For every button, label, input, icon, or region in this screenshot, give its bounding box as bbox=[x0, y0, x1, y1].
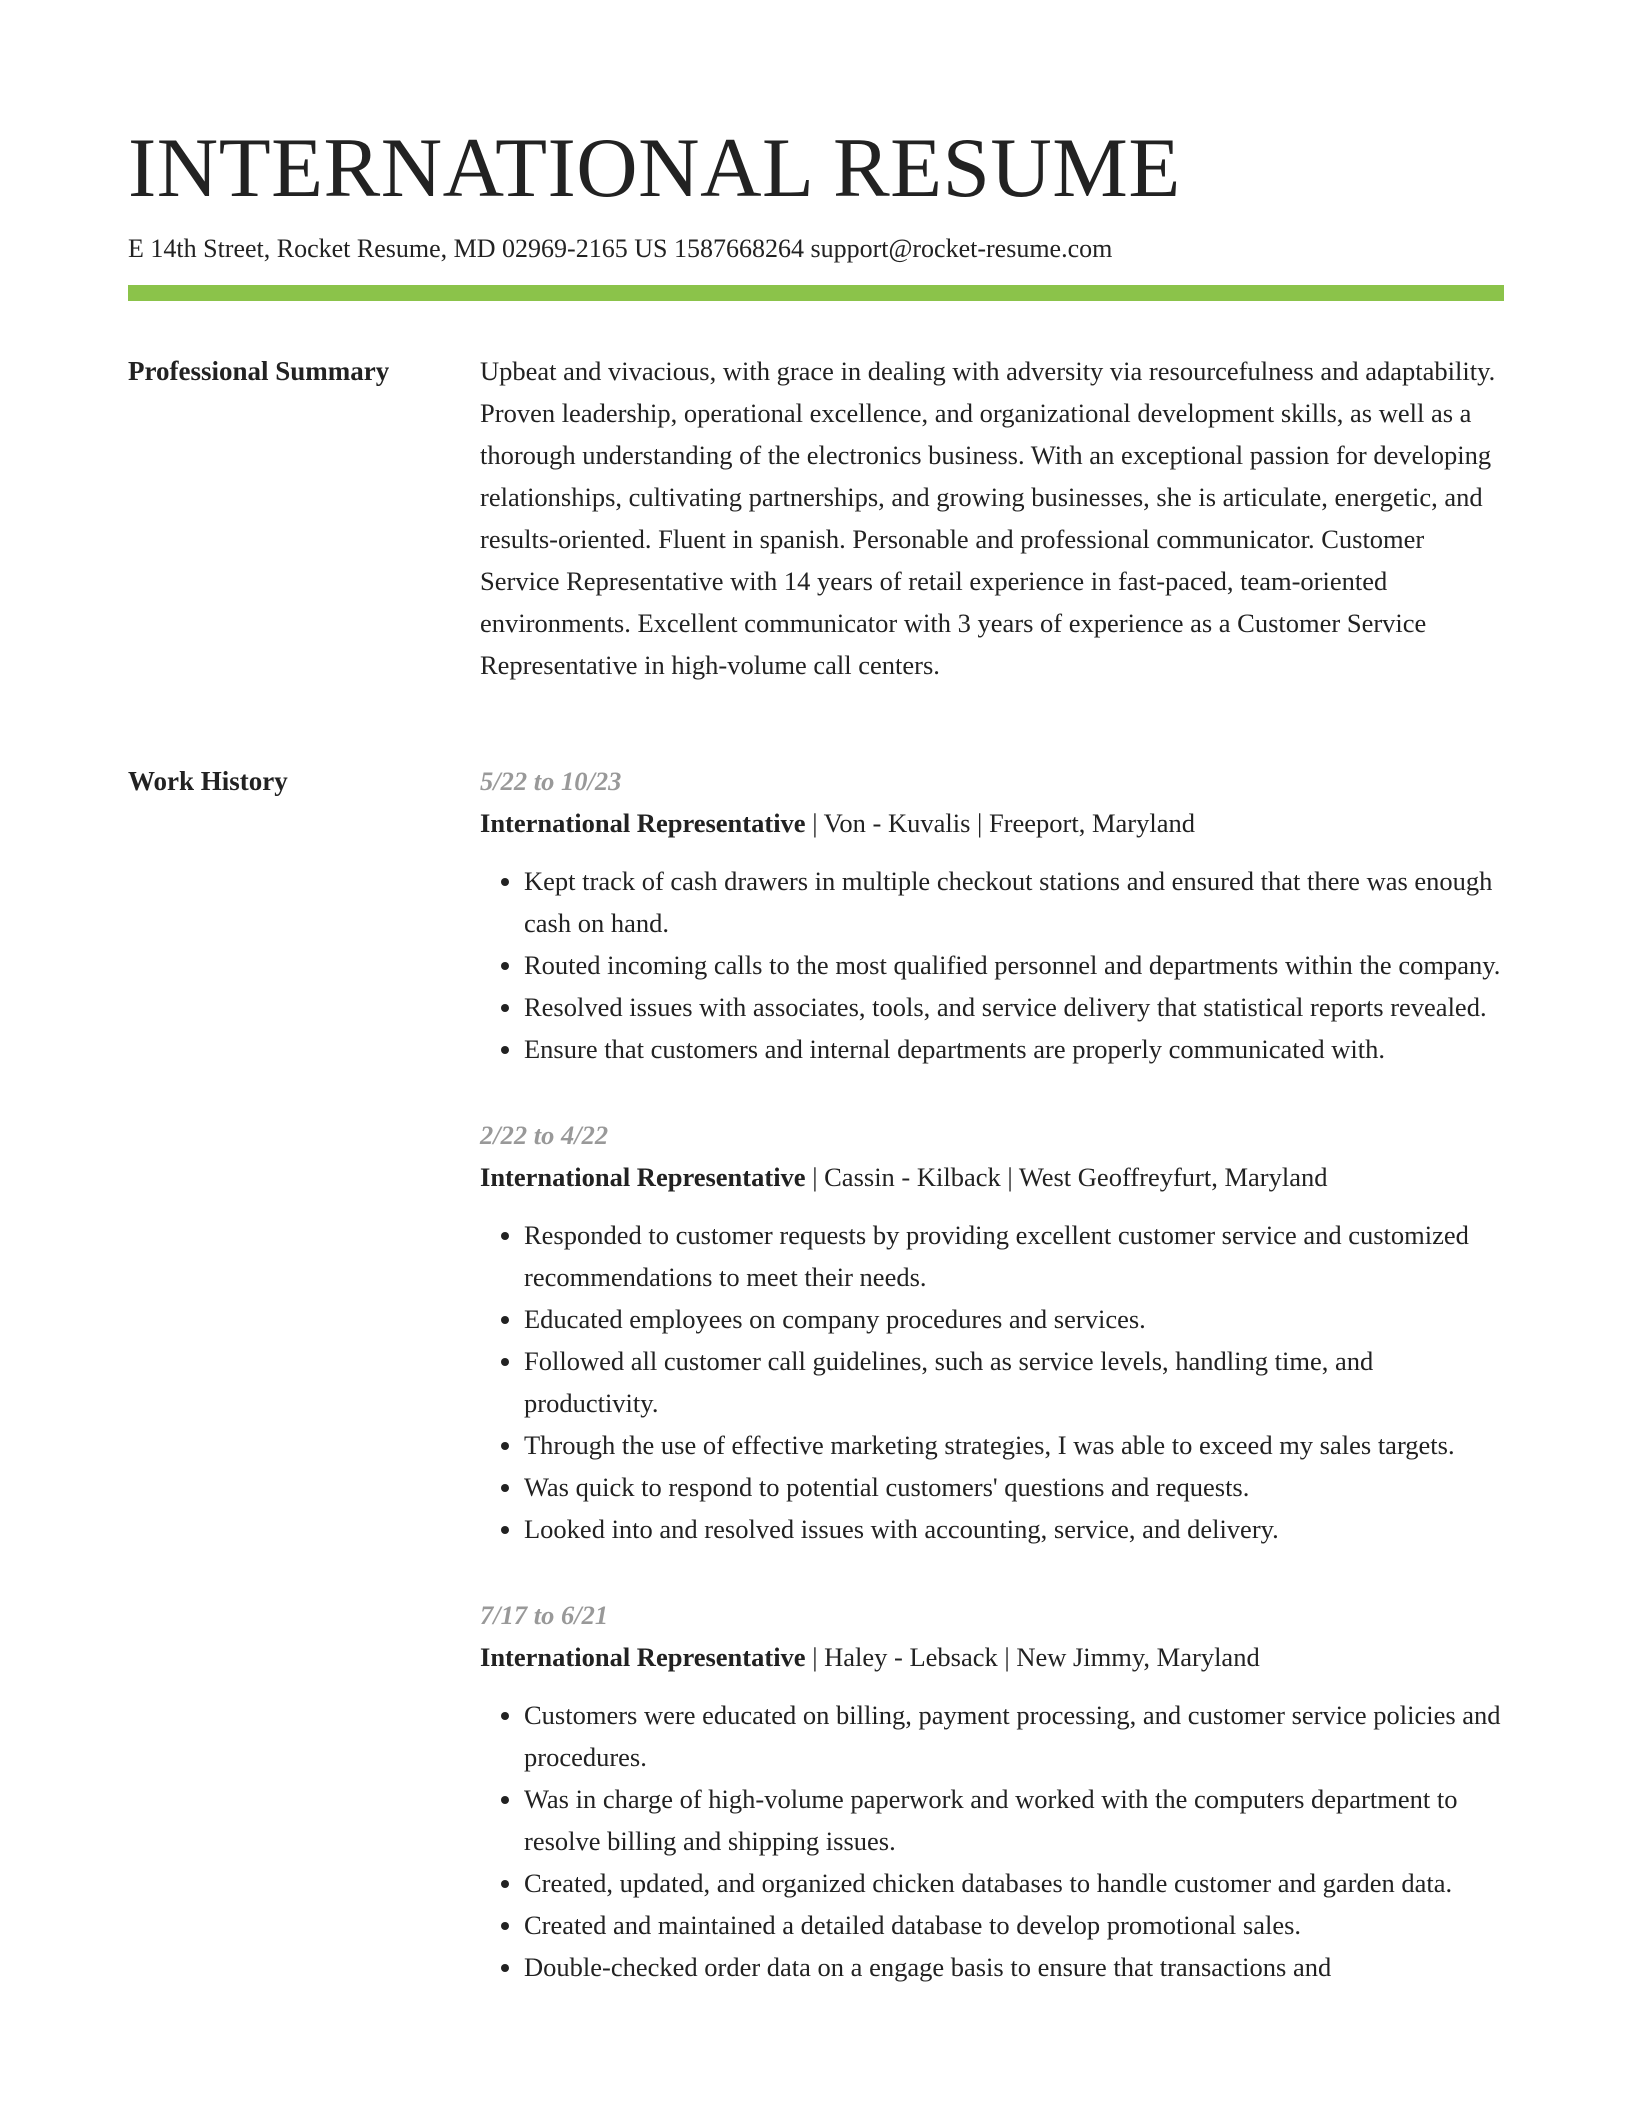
job-title: International Representative bbox=[480, 808, 806, 838]
job-heading bbox=[480, 1636, 1506, 1678]
job-bullet: • Created, updated, and organized chicken databases to handle customer and garden data. bbox=[524, 1862, 1506, 1904]
job-bullet: • Routed incoming calls to the most qualified personnel and departments within the company. bbox=[524, 944, 1506, 986]
job-entry bbox=[480, 1594, 1506, 1988]
job-bullet: • Ensure that customers and internal departments are properly communicated with. bbox=[524, 1028, 1506, 1070]
job-bullet: • Educated employees on company procedures and services. bbox=[524, 1298, 1506, 1340]
job-bullet: • Was in charge of high-volume paperwork and worked with the computers department to resolve billing and shipping issues. bbox=[524, 1778, 1506, 1862]
job-details: | Von - Kuvalis | Freeport, Maryland bbox=[805, 808, 1195, 838]
summary-body bbox=[480, 350, 1506, 686]
job-bullet: • Customers were educated on billing, payment processing, and customer service policies and procedures. bbox=[524, 1694, 1506, 1778]
job-details: | Haley - Lebsack | New Jimmy, Maryland bbox=[805, 1642, 1260, 1672]
work-history-body bbox=[480, 760, 1506, 2032]
job-bullet: • Kept track of cash drawers in multiple checkout stations and ensured that there was enough cash on hand. bbox=[524, 860, 1506, 944]
resume-title: INTERNATIONAL RESUME bbox=[128, 121, 1181, 215]
job-bullet: • Followed all customer call guidelines, such as service levels, handling time, and productivity. bbox=[524, 1340, 1506, 1424]
job-bullets bbox=[480, 1694, 1506, 1988]
job-bullet: • Double-checked order data on a engage basis to ensure that transactions and bbox=[524, 1946, 1506, 1988]
job-title: International Representative bbox=[480, 1642, 806, 1672]
job-details: | Cassin - Kilback | West Geoffreyfurt, Maryland bbox=[805, 1162, 1328, 1192]
job-entry bbox=[480, 760, 1506, 1070]
job-bullet: • Created and maintained a detailed database to develop promotional sales. bbox=[524, 1904, 1506, 1946]
contact-line: E 14th Street, Rocket Resume, MD 02969-2165 US 1587668264 support@rocket-resume.com bbox=[128, 234, 1113, 263]
job-bullets bbox=[480, 1214, 1506, 1550]
job-dates: 2/22 to 4/22 bbox=[480, 1120, 609, 1150]
job-bullet: • Looked into and resolved issues with accounting, service, and delivery. bbox=[524, 1508, 1506, 1550]
job-bullet: • Responded to customer requests by providing excellent customer service and customized recommendations to meet their needs. bbox=[524, 1214, 1506, 1298]
job-entry bbox=[480, 1114, 1506, 1550]
job-dates: 5/22 to 10/23 bbox=[480, 766, 622, 796]
job-heading bbox=[480, 802, 1506, 844]
job-bullets bbox=[480, 860, 1506, 1070]
job-bullet: • Was quick to respond to potential customers' questions and requests. bbox=[524, 1466, 1506, 1508]
job-title: International Representative bbox=[480, 1162, 806, 1192]
summary-text: Upbeat and vivacious, with grace in dealing with adversity via resourcefulness and adaptability. Proven leadership, operational excellence, and organizational development skills, as well as a thorough understanding of the electronics business. With an exceptional passion for developing relationships, cultivating partnerships, and growing businesses, she is articulate, energetic, and results-oriented. Fluent in spanish. Personable and professional communicator. Customer Service Representative with 14 years of retail experience in fast-paced, team-oriented environments. Excellent communicator with 3 years of experience as a Customer Service Representative in high-volume call centers. bbox=[480, 356, 1496, 680]
job-bullet: • Resolved issues with associates, tools, and service delivery that statistical reports revealed. bbox=[524, 986, 1506, 1028]
job-heading bbox=[480, 1156, 1506, 1198]
summary-heading: Professional Summary bbox=[128, 356, 390, 386]
job-bullet: • Through the use of effective marketing strategies, I was able to exceed my sales targets. bbox=[524, 1424, 1506, 1466]
work-history-heading: Work History bbox=[128, 766, 288, 796]
job-dates: 7/17 to 6/21 bbox=[480, 1600, 609, 1630]
accent-divider bbox=[128, 285, 1504, 301]
